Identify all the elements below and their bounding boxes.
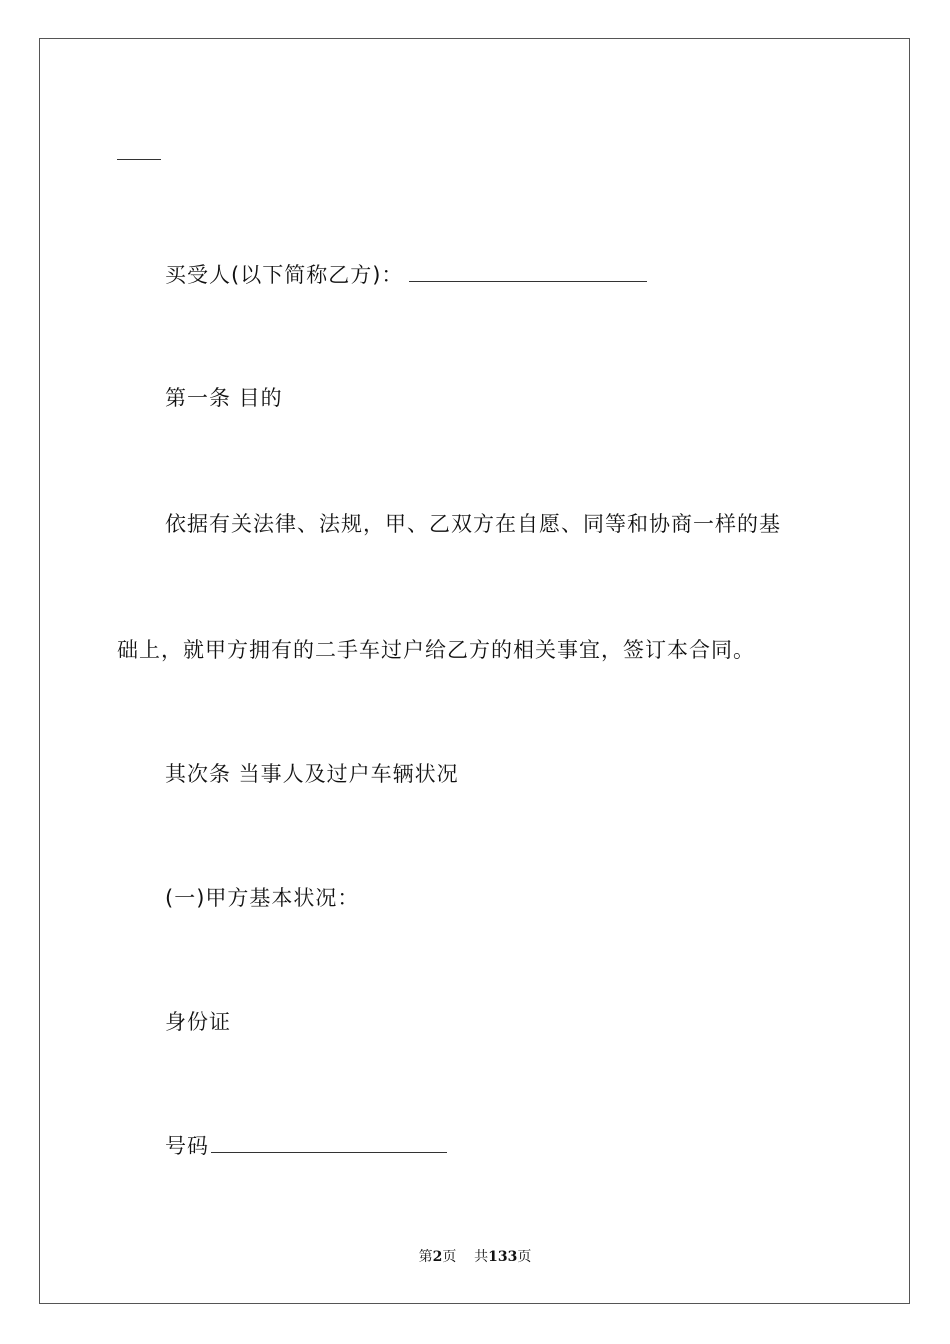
footer-page-suffix: 页: [442, 1249, 457, 1265]
id-card-label: 身份证: [165, 1010, 231, 1034]
article1-body-line1: 依据有关法律、法规，甲、乙双方在自愿、同等和协商一样的基: [165, 512, 781, 536]
footer-total-suffix: 页: [517, 1249, 532, 1265]
id-number-line: [165, 1132, 447, 1160]
buyer-name-blank: [409, 263, 647, 282]
party-a-heading: (一)甲方基本状况：: [165, 886, 360, 910]
id-number-label: 号码: [165, 1134, 209, 1158]
article1-title: 第一条 目的: [165, 386, 283, 410]
page-frame: [39, 38, 910, 1304]
page-footer: [0, 1248, 950, 1266]
footer-page-number: 2: [432, 1249, 443, 1265]
article2-title: 其次条 当事人及过户车辆状况: [165, 762, 459, 786]
article1-body-line2: 础上，就甲方拥有的二手车过户给乙方的相关事宜，签订本合同。: [117, 638, 755, 662]
id-number-blank: [211, 1134, 447, 1153]
top-underline-blank: [117, 159, 161, 160]
footer-total-pages: 133: [488, 1249, 518, 1265]
buyer-line: [165, 261, 647, 289]
footer-page-prefix: 第: [418, 1249, 433, 1265]
buyer-label: 买受人(以下简称乙方)：: [165, 263, 404, 287]
footer-total-prefix: 共: [474, 1249, 489, 1265]
